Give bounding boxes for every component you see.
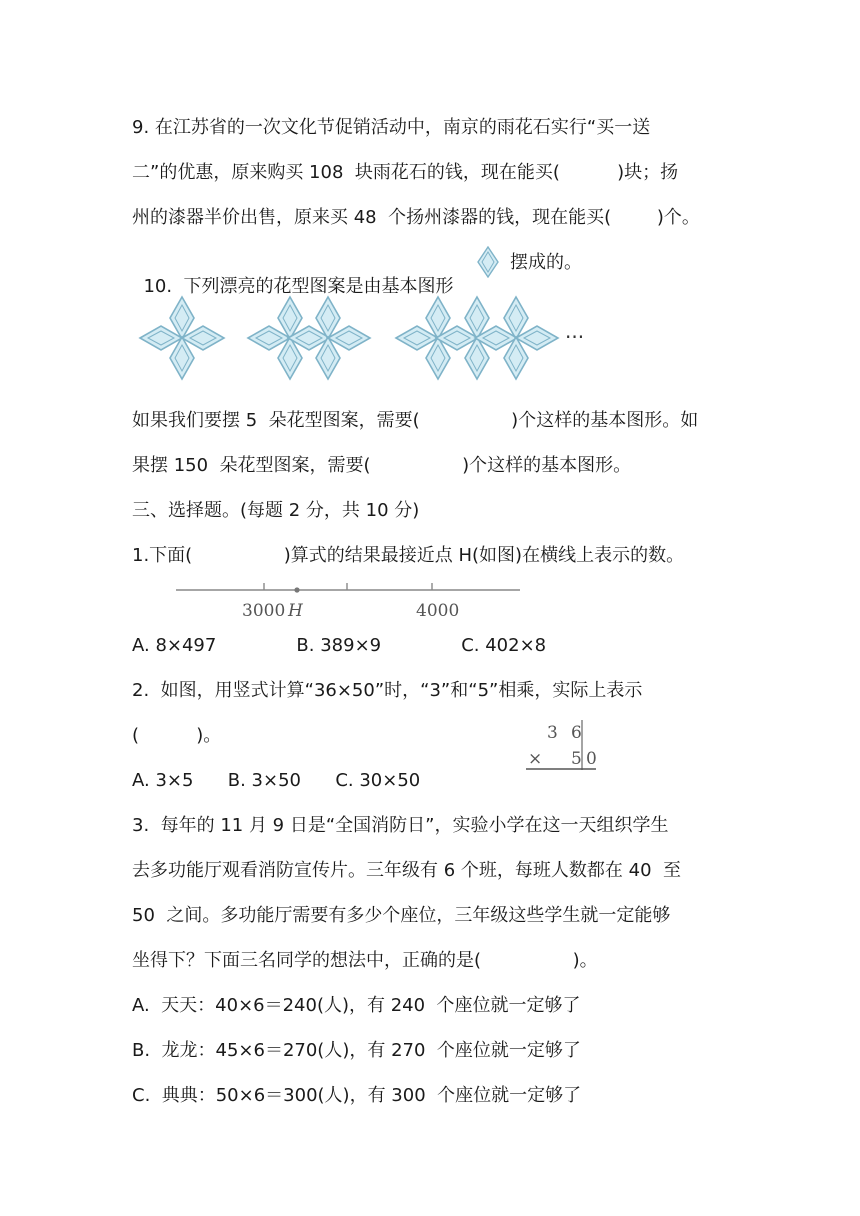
q10-line-1-tail: 摆成的。 [510,252,582,273]
pattern-ellipsis: ··· [565,325,585,349]
c1-stem: 1.下面( )算式的结果最接近点 H(如图)在横线上表示的数。 [132,545,685,566]
c3-line-3: 50 之间。多功能厅需要有多少个座位，三年级这些学生就一定能够 [132,905,671,926]
vertical-multiplication-figure [524,718,600,776]
label-h: H [288,601,303,621]
section-3-heading: 三、选择题。(每题 2 分，共 10 分) [132,500,420,521]
c3-line-1: 3. 每年的 11 月 9 日是“全国消防日”，实验小学在这一天组织学生 [132,815,669,836]
c2-stem-1: 2. 如图，用竖式计算“36×50”时，“3”和“5”相乘，实际上表示 [132,680,643,701]
q10-line-2: 如果我们要摆 5 朵花型图案，需要( )个这样的基本图形。如 [132,410,699,431]
c3-line-2: 去多功能厅观看消防宣传片。三年级有 6 个班，每班人数都在 40 至 [132,860,681,881]
c2-stem-2: ( )。 [132,725,222,746]
label-3000: 3000 [242,601,286,621]
basic-diamond-icon [477,246,499,278]
digit-0: 0 [586,749,597,769]
number-line-figure [176,578,524,624]
q10-line-3: 果摆 150 朵花型图案，需要( )个这样的基本图形。 [132,455,632,476]
c3-line-4: 坐得下？下面三名同学的想法中，正确的是( )。 [132,950,598,971]
q9-line-2: 二”的优惠，原来购买 108 块雨花石的钱，现在能买( )块；扬 [132,162,679,183]
c3-option-a: A. 天天：40×6＝240(人)，有 240 个座位就一定够了 [132,995,581,1016]
flower-patterns-figure [138,292,608,386]
label-4000: 4000 [416,601,460,621]
digit-6: 6 [571,723,582,743]
c3-option-b: B. 龙龙：45×6＝270(人)，有 270 个座位就一定够了 [132,1040,581,1061]
digit-3: 3 [547,723,558,743]
times-sign: × [528,749,543,769]
q9-line-3: 州的漆器半价出售，原来买 48 个扬州漆器的钱，现在能买( )个。 [132,207,700,228]
flower-pattern-1 [140,297,224,379]
flower-pattern-3 [396,297,558,379]
digit-5: 5 [571,749,582,769]
point-h [294,587,299,592]
c2-options: A. 3×5 B. 3×50 C. 30×50 [132,770,421,791]
q9-line-1: 9. 在江苏省的一次文化节促销活动中，南京的雨花石实行“买一送 [132,117,651,138]
c3-option-c: C. 典典：50×6＝300(人)，有 300 个座位就一定够了 [132,1085,582,1106]
flower-pattern-2 [248,297,370,379]
q10-line-1-text: 10. 下列漂亮的花型图案是由基本图形 [143,276,454,297]
c1-options: A. 8×497 B. 389×9 C. 402×8 [132,635,547,656]
